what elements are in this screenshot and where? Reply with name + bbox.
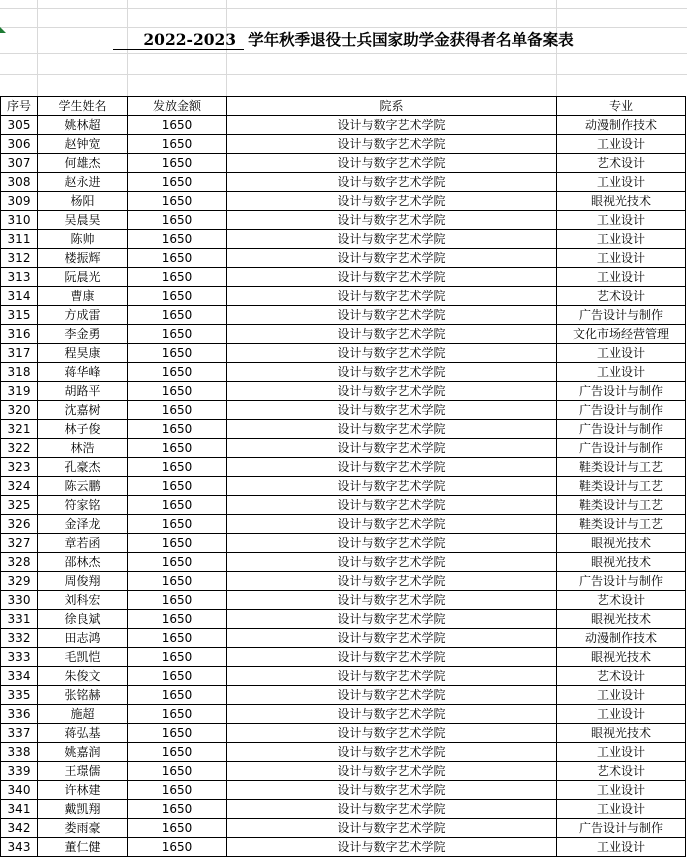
cell-amount[interactable]: 1650 — [128, 382, 227, 401]
cell-major[interactable]: 鞋类设计与工艺 — [557, 477, 686, 496]
table-row — [1, 819, 686, 838]
cell-name[interactable]: 许林建 — [38, 781, 128, 800]
cell-dept[interactable]: 设计与数字艺术学院 — [227, 420, 557, 439]
table-row — [1, 800, 686, 819]
cell-amount[interactable]: 1650 — [128, 230, 227, 249]
cell-amount[interactable]: 1650 — [128, 192, 227, 211]
cell-amount[interactable]: 1650 — [128, 363, 227, 382]
cell-major[interactable]: 广告设计与制作 — [557, 306, 686, 325]
cell-name[interactable]: 吴晨昊 — [38, 211, 128, 230]
cell-no[interactable]: 307 — [1, 154, 38, 173]
cell-amount[interactable]: 1650 — [128, 667, 227, 686]
cell-amount[interactable]: 1650 — [128, 420, 227, 439]
cell-dept[interactable]: 设计与数字艺术学院 — [227, 838, 557, 857]
page-title — [0, 27, 687, 53]
cell-no[interactable]: 326 — [1, 515, 38, 534]
cell-no[interactable]: 308 — [1, 173, 38, 192]
cell-major[interactable]: 文化市场经营管理 — [557, 325, 686, 344]
cell-name[interactable]: 曹康 — [38, 287, 128, 306]
cell-dept[interactable]: 设计与数字艺术学院 — [227, 667, 557, 686]
cell-name[interactable]: 赵钟宽 — [38, 135, 128, 154]
cell-amount[interactable]: 1650 — [128, 800, 227, 819]
cell-name[interactable]: 蒋华峰 — [38, 363, 128, 382]
cell-amount[interactable]: 1650 — [128, 496, 227, 515]
cell-dept[interactable]: 设计与数字艺术学院 — [227, 553, 557, 572]
table-row — [1, 230, 686, 249]
cell-major[interactable]: 工业设计 — [557, 686, 686, 705]
cell-dept[interactable]: 设计与数字艺术学院 — [227, 496, 557, 515]
cell-dept[interactable]: 设计与数字艺术学院 — [227, 211, 557, 230]
cell-no[interactable]: 324 — [1, 477, 38, 496]
cell-name[interactable]: 周俊翔 — [38, 572, 128, 591]
cell-major[interactable]: 动漫制作技术 — [557, 629, 686, 648]
cell-name[interactable]: 戴凯翔 — [38, 800, 128, 819]
cell-name[interactable]: 金泽龙 — [38, 515, 128, 534]
table-row — [1, 610, 686, 629]
table-row — [1, 705, 686, 724]
cell-name[interactable]: 陈帅 — [38, 230, 128, 249]
cell-amount[interactable]: 1650 — [128, 325, 227, 344]
cell-amount[interactable]: 1650 — [128, 648, 227, 667]
table-row — [1, 534, 686, 553]
cell-dept[interactable]: 设计与数字艺术学院 — [227, 230, 557, 249]
cell-amount[interactable]: 1650 — [128, 477, 227, 496]
cell-no[interactable]: 312 — [1, 249, 38, 268]
cell-name[interactable]: 林浩 — [38, 439, 128, 458]
cell-amount[interactable]: 1650 — [128, 743, 227, 762]
cell-amount[interactable]: 1650 — [128, 306, 227, 325]
cell-no[interactable]: 331 — [1, 610, 38, 629]
cell-major[interactable]: 眼视光技术 — [557, 192, 686, 211]
cell-amount[interactable]: 1650 — [128, 629, 227, 648]
cell-amount[interactable]: 1650 — [128, 553, 227, 572]
cell-no[interactable]: 327 — [1, 534, 38, 553]
table-row — [1, 553, 686, 572]
table-row — [1, 344, 686, 363]
table-row — [1, 686, 686, 705]
cell-amount[interactable]: 1650 — [128, 439, 227, 458]
cell-major[interactable]: 艺术设计 — [557, 591, 686, 610]
header-major[interactable]: 专业 — [557, 97, 686, 116]
cell-major[interactable]: 工业设计 — [557, 344, 686, 363]
cell-no[interactable]: 333 — [1, 648, 38, 667]
cell-name[interactable]: 符家铭 — [38, 496, 128, 515]
cell-amount[interactable]: 1650 — [128, 458, 227, 477]
cell-amount[interactable]: 1650 — [128, 591, 227, 610]
cell-dept[interactable]: 设计与数字艺术学院 — [227, 781, 557, 800]
cell-no[interactable]: 329 — [1, 572, 38, 591]
cell-dept[interactable]: 设计与数字艺术学院 — [227, 686, 557, 705]
cell-name[interactable]: 杨阳 — [38, 192, 128, 211]
cell-major[interactable]: 眼视光技术 — [557, 610, 686, 629]
cell-dept[interactable]: 设计与数字艺术学院 — [227, 382, 557, 401]
cell-name[interactable]: 毛凯恺 — [38, 648, 128, 667]
title-text: 学年秋季退役士兵国家助学金获得者名单备案表 — [248, 30, 574, 49]
cell-name[interactable]: 何雄杰 — [38, 154, 128, 173]
cell-no[interactable]: 323 — [1, 458, 38, 477]
cell-major[interactable]: 工业设计 — [557, 743, 686, 762]
table-row — [1, 325, 686, 344]
cell-major[interactable]: 广告设计与制作 — [557, 420, 686, 439]
cell-name[interactable]: 程昊康 — [38, 344, 128, 363]
cell-dept[interactable]: 设计与数字艺术学院 — [227, 116, 557, 135]
cell-no[interactable]: 334 — [1, 667, 38, 686]
cell-no[interactable]: 319 — [1, 382, 38, 401]
table-row — [1, 743, 686, 762]
cell-name[interactable]: 徐良斌 — [38, 610, 128, 629]
cell-major[interactable]: 工业设计 — [557, 173, 686, 192]
cell-amount[interactable]: 1650 — [128, 344, 227, 363]
cell-dept[interactable]: 设计与数字艺术学院 — [227, 325, 557, 344]
table-row — [1, 306, 686, 325]
table-row — [1, 363, 686, 382]
table-row — [1, 439, 686, 458]
cell-no[interactable]: 332 — [1, 629, 38, 648]
table-row — [1, 648, 686, 667]
cell-name[interactable]: 蒋弘基 — [38, 724, 128, 743]
table-row — [1, 496, 686, 515]
cell-amount[interactable]: 1650 — [128, 819, 227, 838]
cell-no[interactable]: 343 — [1, 838, 38, 857]
cell-amount[interactable]: 1650 — [128, 838, 227, 857]
cell-dept[interactable]: 设计与数字艺术学院 — [227, 135, 557, 154]
cell-major[interactable]: 工业设计 — [557, 211, 686, 230]
cell-dept[interactable]: 设计与数字艺术学院 — [227, 173, 557, 192]
cell-name[interactable]: 田志鸿 — [38, 629, 128, 648]
cell-no[interactable]: 336 — [1, 705, 38, 724]
cell-major[interactable]: 工业设计 — [557, 781, 686, 800]
table-row — [1, 116, 686, 135]
table-row — [1, 762, 686, 781]
cell-no[interactable]: 305 — [1, 116, 38, 135]
cell-dept[interactable]: 设计与数字艺术学院 — [227, 534, 557, 553]
cell-amount[interactable]: 1650 — [128, 572, 227, 591]
table-row — [1, 629, 686, 648]
cell-major[interactable]: 动漫制作技术 — [557, 116, 686, 135]
cell-name[interactable]: 施超 — [38, 705, 128, 724]
cell-no[interactable]: 306 — [1, 135, 38, 154]
cell-no[interactable]: 341 — [1, 800, 38, 819]
title-year: 2022-2023 — [113, 30, 244, 50]
header-amount[interactable]: 发放金额 — [128, 97, 227, 116]
table-row — [1, 401, 686, 420]
cell-no[interactable]: 338 — [1, 743, 38, 762]
cell-dept[interactable]: 设计与数字艺术学院 — [227, 610, 557, 629]
cell-major[interactable]: 眼视光技术 — [557, 534, 686, 553]
table-row — [1, 667, 686, 686]
roster-table — [0, 96, 686, 857]
cell-major[interactable]: 广告设计与制作 — [557, 401, 686, 420]
table-row — [1, 781, 686, 800]
cell-no[interactable]: 339 — [1, 762, 38, 781]
grid-line — [0, 74, 687, 75]
cell-no[interactable]: 337 — [1, 724, 38, 743]
cell-major[interactable]: 广告设计与制作 — [557, 819, 686, 838]
cell-name[interactable]: 陈云鹏 — [38, 477, 128, 496]
cell-dept[interactable]: 设计与数字艺术学院 — [227, 154, 557, 173]
cell-dept[interactable]: 设计与数字艺术学院 — [227, 515, 557, 534]
cell-no[interactable]: 325 — [1, 496, 38, 515]
table-row — [1, 249, 686, 268]
cell-major[interactable]: 艺术设计 — [557, 154, 686, 173]
cell-amount[interactable]: 1650 — [128, 762, 227, 781]
cell-dept[interactable]: 设计与数字艺术学院 — [227, 306, 557, 325]
cell-name[interactable]: 李金勇 — [38, 325, 128, 344]
cell-amount[interactable]: 1650 — [128, 135, 227, 154]
cell-name[interactable]: 姚林超 — [38, 116, 128, 135]
cell-no[interactable]: 315 — [1, 306, 38, 325]
cell-no[interactable]: 340 — [1, 781, 38, 800]
cell-amount[interactable]: 1650 — [128, 515, 227, 534]
cell-major[interactable]: 工业设计 — [557, 800, 686, 819]
cell-name[interactable]: 董仁健 — [38, 838, 128, 857]
table-row — [1, 458, 686, 477]
header-no[interactable]: 序号 — [1, 97, 38, 116]
cell-amount[interactable]: 1650 — [128, 705, 227, 724]
cell-major[interactable]: 眼视光技术 — [557, 553, 686, 572]
table-row — [1, 572, 686, 591]
cell-amount[interactable]: 1650 — [128, 781, 227, 800]
cell-no[interactable]: 322 — [1, 439, 38, 458]
cell-dept[interactable]: 设计与数字艺术学院 — [227, 724, 557, 743]
cell-name[interactable]: 孔豪杰 — [38, 458, 128, 477]
cell-name[interactable]: 赵永进 — [38, 173, 128, 192]
cell-dept[interactable]: 设计与数字艺术学院 — [227, 401, 557, 420]
cell-name[interactable]: 方成雷 — [38, 306, 128, 325]
cell-dept[interactable]: 设计与数字艺术学院 — [227, 743, 557, 762]
header-row — [1, 97, 686, 116]
cell-amount[interactable]: 1650 — [128, 401, 227, 420]
table-row — [1, 420, 686, 439]
cell-amount[interactable]: 1650 — [128, 211, 227, 230]
grid-line — [0, 53, 687, 54]
cell-major[interactable]: 鞋类设计与工艺 — [557, 458, 686, 477]
cell-major[interactable]: 工业设计 — [557, 838, 686, 857]
cell-major[interactable]: 艺术设计 — [557, 762, 686, 781]
cell-amount[interactable]: 1650 — [128, 287, 227, 306]
cell-dept[interactable]: 设计与数字艺术学院 — [227, 249, 557, 268]
cell-amount[interactable]: 1650 — [128, 610, 227, 629]
cell-dept[interactable]: 设计与数字艺术学院 — [227, 762, 557, 781]
cell-dept[interactable]: 设计与数字艺术学院 — [227, 458, 557, 477]
table-row — [1, 192, 686, 211]
cell-name[interactable]: 章若函 — [38, 534, 128, 553]
cell-dept[interactable]: 设计与数字艺术学院 — [227, 800, 557, 819]
cell-name[interactable]: 阮晨光 — [38, 268, 128, 287]
cell-name[interactable]: 王璟儒 — [38, 762, 128, 781]
cell-amount[interactable]: 1650 — [128, 268, 227, 287]
cell-no[interactable]: 309 — [1, 192, 38, 211]
cell-no[interactable]: 313 — [1, 268, 38, 287]
cell-dept[interactable]: 设计与数字艺术学院 — [227, 268, 557, 287]
cell-amount[interactable]: 1650 — [128, 173, 227, 192]
cell-name[interactable]: 沈嘉树 — [38, 401, 128, 420]
cell-no[interactable]: 310 — [1, 211, 38, 230]
cell-major[interactable]: 艺术设计 — [557, 667, 686, 686]
table-row — [1, 211, 686, 230]
cell-major[interactable]: 工业设计 — [557, 249, 686, 268]
cell-name[interactable]: 张铭赫 — [38, 686, 128, 705]
cell-major[interactable]: 工业设计 — [557, 230, 686, 249]
header-name[interactable]: 学生姓名 — [38, 97, 128, 116]
table-row — [1, 591, 686, 610]
cell-amount[interactable]: 1650 — [128, 154, 227, 173]
cell-dept[interactable]: 设计与数字艺术学院 — [227, 705, 557, 724]
cell-no[interactable]: 321 — [1, 420, 38, 439]
table-row — [1, 382, 686, 401]
cell-name[interactable]: 朱俊文 — [38, 667, 128, 686]
cell-no[interactable]: 316 — [1, 325, 38, 344]
table-row — [1, 268, 686, 287]
cell-amount[interactable]: 1650 — [128, 686, 227, 705]
header-dept[interactable]: 院系 — [227, 97, 557, 116]
cell-major[interactable]: 工业设计 — [557, 705, 686, 724]
cell-name[interactable]: 胡路平 — [38, 382, 128, 401]
table-row — [1, 515, 686, 534]
cell-name[interactable]: 林子俊 — [38, 420, 128, 439]
cell-dept[interactable]: 设计与数字艺术学院 — [227, 477, 557, 496]
cell-name[interactable]: 姚嘉润 — [38, 743, 128, 762]
cell-dept[interactable]: 设计与数字艺术学院 — [227, 629, 557, 648]
cell-major[interactable]: 眼视光技术 — [557, 648, 686, 667]
cell-amount[interactable]: 1650 — [128, 249, 227, 268]
cell-major[interactable]: 工业设计 — [557, 135, 686, 154]
cell-major[interactable]: 广告设计与制作 — [557, 572, 686, 591]
table-row — [1, 287, 686, 306]
cell-no[interactable]: 330 — [1, 591, 38, 610]
cell-major[interactable]: 工业设计 — [557, 268, 686, 287]
table-row — [1, 838, 686, 857]
cell-dept[interactable]: 设计与数字艺术学院 — [227, 363, 557, 382]
table-row — [1, 724, 686, 743]
cell-no[interactable]: 328 — [1, 553, 38, 572]
cell-major[interactable]: 眼视光技术 — [557, 724, 686, 743]
cell-major[interactable]: 鞋类设计与工艺 — [557, 515, 686, 534]
table-row — [1, 173, 686, 192]
table-body — [1, 116, 686, 857]
cell-no[interactable]: 311 — [1, 230, 38, 249]
cell-no[interactable]: 314 — [1, 287, 38, 306]
cell-amount[interactable]: 1650 — [128, 116, 227, 135]
cell-amount[interactable]: 1650 — [128, 534, 227, 553]
cell-no[interactable]: 342 — [1, 819, 38, 838]
cell-dept[interactable]: 设计与数字艺术学院 — [227, 819, 557, 838]
grid-line — [0, 8, 687, 9]
cell-name[interactable]: 邵林杰 — [38, 553, 128, 572]
cell-no[interactable]: 335 — [1, 686, 38, 705]
cell-dept[interactable]: 设计与数字艺术学院 — [227, 439, 557, 458]
cell-major[interactable]: 工业设计 — [557, 363, 686, 382]
table-row — [1, 477, 686, 496]
cell-no[interactable]: 317 — [1, 344, 38, 363]
cell-major[interactable]: 广告设计与制作 — [557, 382, 686, 401]
cell-dept[interactable]: 设计与数字艺术学院 — [227, 572, 557, 591]
cell-amount[interactable]: 1650 — [128, 724, 227, 743]
cell-name[interactable]: 刘科宏 — [38, 591, 128, 610]
cell-dept[interactable]: 设计与数字艺术学院 — [227, 591, 557, 610]
cell-major[interactable]: 鞋类设计与工艺 — [557, 496, 686, 515]
cell-dept[interactable]: 设计与数字艺术学院 — [227, 192, 557, 211]
cell-no[interactable]: 318 — [1, 363, 38, 382]
cell-name[interactable]: 楼振辉 — [38, 249, 128, 268]
cell-name[interactable]: 娄雨豪 — [38, 819, 128, 838]
table-row — [1, 135, 686, 154]
cell-major[interactable]: 艺术设计 — [557, 287, 686, 306]
cell-dept[interactable]: 设计与数字艺术学院 — [227, 344, 557, 363]
cell-major[interactable]: 广告设计与制作 — [557, 439, 686, 458]
cell-dept[interactable]: 设计与数字艺术学院 — [227, 648, 557, 667]
cell-dept[interactable]: 设计与数字艺术学院 — [227, 287, 557, 306]
table-row — [1, 154, 686, 173]
cell-no[interactable]: 320 — [1, 401, 38, 420]
